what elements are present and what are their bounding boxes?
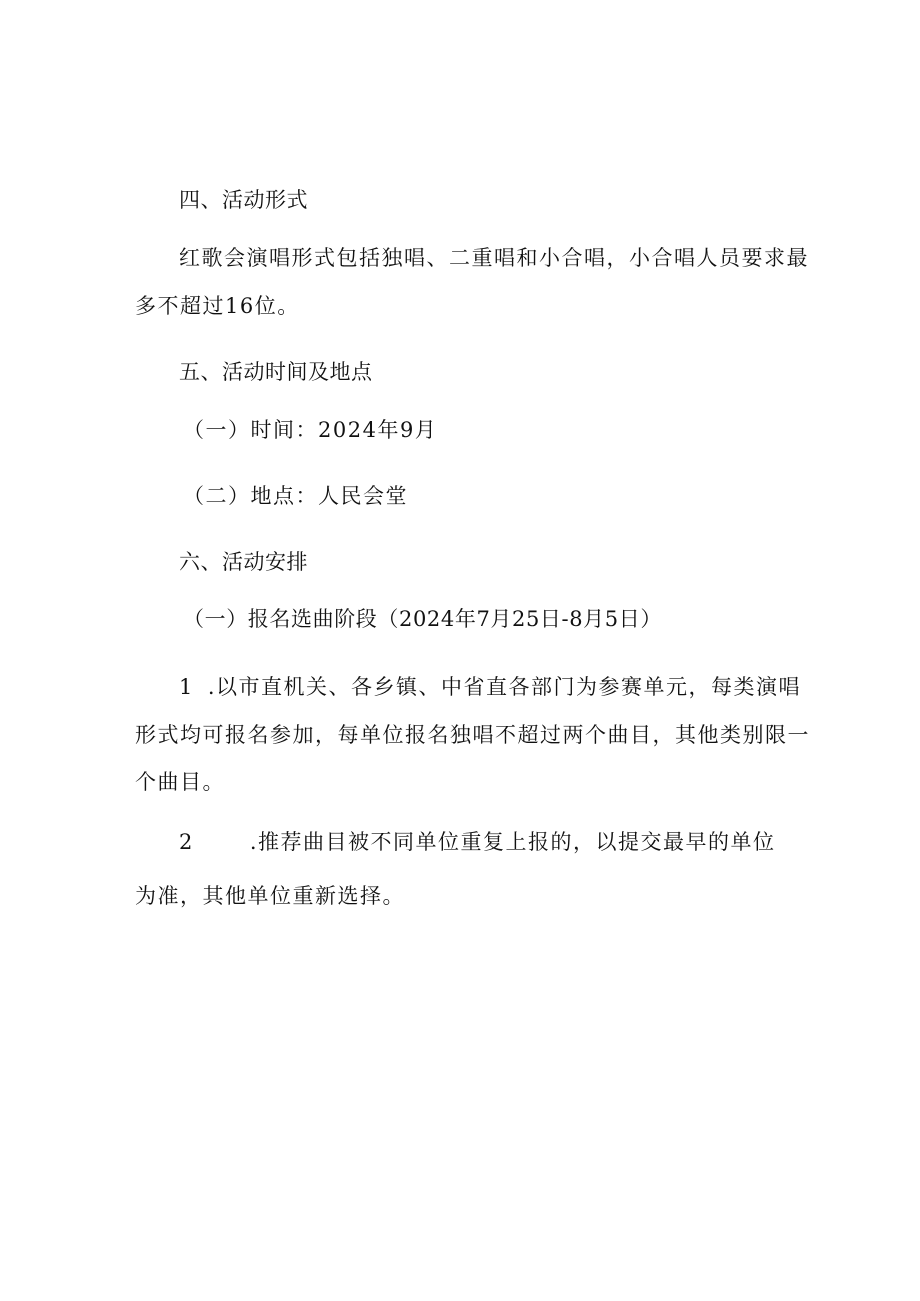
point-text: .以市直机关、各乡镇、中省直各部门为参赛单元，每类演唱 (207, 675, 802, 699)
item-time: （一）时间：2024年9月 (183, 418, 438, 442)
point-1-line-2: 形式均可报名参加，每单位报名独唱不超过两个曲目，其他类别限一 (135, 723, 810, 747)
item-place: （二）地点：人民会堂 (183, 484, 408, 508)
section-heading-arrangement: 六、活动安排 (179, 550, 308, 574)
subheading-registration-stage: （一）报名选曲阶段（2024年7月25日-8月5日） (183, 607, 662, 631)
section-heading-time-place: 五、活动时间及地点 (179, 360, 373, 384)
point-1-line-1 (179, 673, 802, 701)
point-number: 2 (179, 830, 194, 854)
paragraph-line: 红歌会演唱形式包括独唱、二重唱和小合唱，小合唱人员要求最 (179, 246, 809, 270)
point-text: .推荐曲目被不同单位重复上报的，以提交最早的单位 (249, 830, 776, 854)
point-1-line-3: 个曲目。 (135, 770, 225, 794)
point-2-line-2: 为准，其他单位重新选择。 (135, 884, 405, 908)
section-heading-activity-form: 四、活动形式 (179, 188, 308, 212)
paragraph-line: 多不超过16位。 (135, 294, 300, 318)
point-number: 1 (179, 675, 194, 699)
point-2-line-1 (179, 828, 776, 856)
